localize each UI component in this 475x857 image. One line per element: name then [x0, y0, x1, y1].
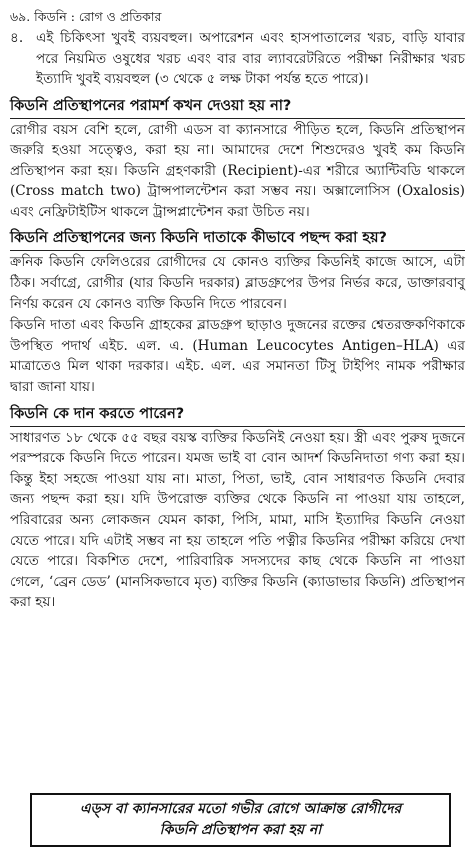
callout-line: এড্স বা ক্যানসারের মতো গভীর রোগে আক্রান্ত রোগীদের — [79, 801, 402, 817]
item-number: ৪. — [10, 30, 24, 46]
paragraph: রোগীর বয়স বেশি হলে, রোগী এডস বা ক্যানসারে পীড়িত হলে, কিডনি প্রতিস্থাপন জরুরি হওয়া সত্ত্বেও, করা হয় না। আমাদের দেশে শিশুদেরও খুবই কম কিডনি প্রতিস্থাপন করা হয়। কিডনি গ্রহণকারী (Recipient)-এর শরীরে অ্যান্টিবডি থাকলে (Cross match two) ট্রান্সপালন্টেশন করা সম্ভব নয়। অক্সালোসিস (Oxalosis) এবং নেফ্রিটাইটিস থাকলে ট্রান্সপ্লান্টেশন করা উচিত নয়। — [10, 121, 465, 220]
callout-line: কিডনি প্রতিস্থাপন করা হয় না — [159, 822, 322, 838]
running-header: ৬৯. কিডনি : রোগ ও প্রতিকার — [10, 9, 162, 24]
section-heading-when-not-advised: কিডনি প্রতিস্থাপনের পরামর্শ কখন দেওয়া হয় না? — [10, 95, 465, 119]
callout-box — [30, 793, 451, 847]
numbered-item — [10, 28, 465, 90]
section-heading-donor-selection: কিডনি প্রতিস্থাপনের জন্য কিডনি দাতাকে কীভাবে পছন্দ করা হয়? — [10, 227, 465, 251]
paragraph: সাধারণত ১৮ থেকে ৫৫ বছর বয়স্ক ব্যক্তির কিডনিই নেওয়া হয়। স্ত্রী এবং পুরুষ দুজনে পরস্পরকে কিডনি দিতে পারেন। যমজ ভাই বা বোন আদর্শ কিডনিদাতা গণ্য করা হয়। কিন্তু ইহা সহজে পাওয়া যায় না। মাতা, পিতা, ভাই, বোন সাধারণত কিডনি দেবার জন্য পছন্দ করা হয়। যদি উপরোক্ত ব্যক্তির থেকে কিডনি না পাওয়া যায় তাহলে, পরিবারের অন্য লোকজন যেমন কাকা, পিসি, মামা, মাসি ইত্যাদির কিডনি নেওয়া যেতে পারে। যদি এটাই সম্ভব না হয় তাহলে পতি পত্নীর কিডনির পরীক্ষা করিয়ে দেখা যেতে পারে। বিকশিত দেশে, পারিবারিক সদস্যদের কাছ থেকে কিডনি না পাওয়া গেলে, ‘ব্রেন ডেড’ (মানসিকভাবে মৃত) ব্যক্তির কিডনি (ক্যাডাভার কিডনি) প্রতিস্থাপন করা হয়। — [10, 429, 465, 611]
section-heading-who-can-donate: কিডনি কে দান করতে পারেন? — [10, 403, 465, 427]
paragraph: ক্রনিক কিডনি ফেলিওরের রোগীদের যে কোনও ব্যক্তির কিডনিই কাজে আসে, এটা ঠিক। সর্বাগ্রে, রোগীর (যার কিডনি দরকার) ব্লাডগ্রুপের উপর নির্ভর করে, ডাক্তারবাবু নির্ণয় করেন যে কোনও ব্যক্তি কিডনি দিতে পারবেন। — [10, 254, 465, 312]
paragraph: কিডনি দাতা এবং কিডনি গ্রাহকের ব্লাডগ্রুপ ছাড়াও দুজনের রক্তের শ্বেতরক্তকণিকাকে উপস্থিত পদার্থ এইচ. এল. এ. (Human Leucocytes Antigen–HLA) এর মাত্রাতেও মিল থাকা দরকার। এইচ. এল. এর সমানতা টিসু টাইপিং নামক পরীক্ষার দ্বারা জানা যায়। — [10, 317, 465, 396]
item-text: এই চিকিৎসা খুবই ব্যয়বহুল। অপারেশন এবং হাসপাতালের খরচ, বাড়ি যাবার পরে নিয়মিত ওষুধের খরচ এবং বার বার ল্যাবরেটরিতে পরীক্ষা নিরীক্ষার খরচ ইত্যাদি খুবই ব্যয়বহুল (৩ থেকে ৫ লক্ষ টাকা পর্যন্ত হতে পারে)। — [36, 30, 465, 87]
